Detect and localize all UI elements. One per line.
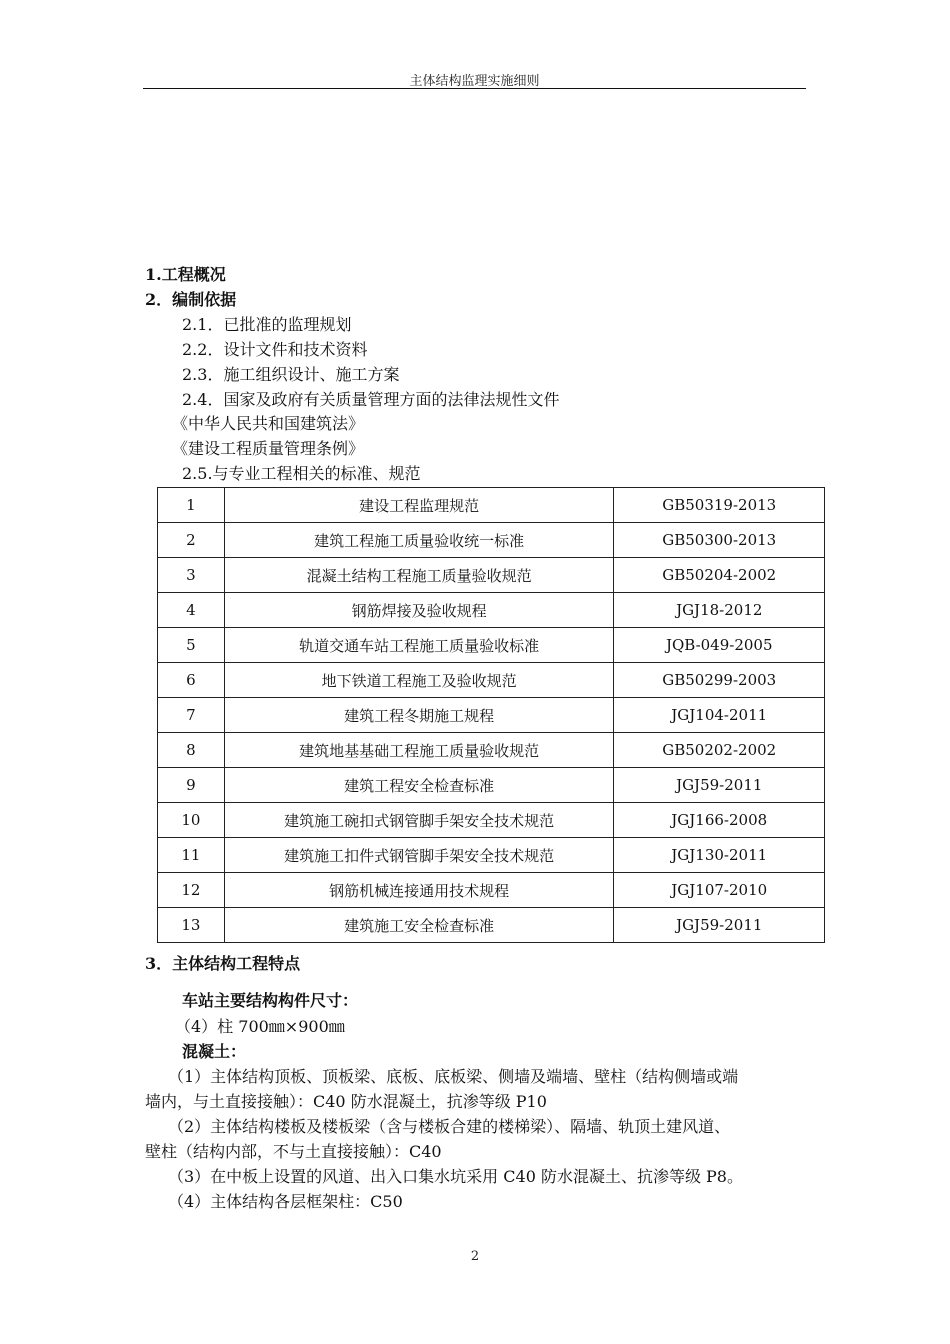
table-row [158,768,825,803]
standard-code: JGJ18-2012 [614,593,825,628]
concrete-item-1-line2: 墙内，与土直接接触）：C40 防水混凝土，抗渗等级 P10 [145,1092,547,1111]
standard-name: 钢筋焊接及验收规程 [224,593,614,628]
standard-name: 建筑施工扣件式钢管脚手架安全技术规范 [224,838,614,873]
section-3-heading: 3．主体结构工程特点 [145,954,301,973]
law-quality-regulation: 《建设工程质量管理条例》 [172,439,365,458]
standard-name: 建设工程监理规范 [224,488,614,523]
page-number: 2 [470,1249,480,1264]
section-2-5: 2.5.与专业工程相关的标准、规范 [182,464,421,483]
standard-code: GB50202-2002 [614,733,825,768]
member-size-column: （4）柱 700㎜×900㎜ [175,1017,345,1036]
member-sizes-title: 车站主要结构构件尺寸： [182,991,359,1010]
table-row [158,488,825,523]
table-row [158,628,825,663]
table-row [158,908,825,943]
section-2-4: 2.4．国家及政府有关质量管理方面的法律法规性文件 [182,390,560,409]
concrete-item-1-line1: （1）主体结构顶板、顶板梁、底板、底板梁、侧墙及端墙、壁柱（结构侧墙或端 [168,1067,739,1086]
standard-number: 11 [158,838,225,873]
standard-name: 建筑工程冬期施工规程 [224,698,614,733]
table-row [158,873,825,908]
concrete-item-3: （3）在中板上设置的风道、出入口集水坑采用 C40 防水混凝土、抗渗等级 P8。 [168,1167,743,1186]
table-row [158,663,825,698]
standard-number: 5 [158,628,225,663]
standard-name: 建筑施工安全检查标准 [224,908,614,943]
table-row [158,733,825,768]
standard-code: JQB-049-2005 [614,628,825,663]
law-construction: 《中华人民共和国建筑法》 [172,414,365,433]
table-row [158,698,825,733]
standard-number: 7 [158,698,225,733]
standard-code: JGJ59-2011 [614,768,825,803]
standard-code: GB50299-2003 [614,663,825,698]
standard-number: 8 [158,733,225,768]
table-row [158,593,825,628]
standard-number: 2 [158,523,225,558]
table-row [158,838,825,873]
table-row [158,523,825,558]
page-header-title: 主体结构监理实施细则 [409,74,540,89]
standard-code: GB50300-2013 [614,523,825,558]
section-1-heading: 1.工程概况 [145,265,226,284]
standard-number: 3 [158,558,225,593]
concrete-title: 混凝土： [182,1042,247,1061]
standard-code: GB50319-2013 [614,488,825,523]
standard-name: 建筑工程施工质量验收统一标准 [224,523,614,558]
standard-code: JGJ104-2011 [614,698,825,733]
section-2-3: 2.3．施工组织设计、施工方案 [182,365,400,384]
standards-table [157,487,825,943]
standard-number: 1 [158,488,225,523]
concrete-item-2-line1: （2）主体结构楼板及楼板梁（含与楼板合建的楼梯梁）、隔墙、轨顶土建风道、 [168,1117,731,1136]
standard-code: JGJ166-2008 [614,803,825,838]
table-row [158,803,825,838]
section-2-1: 2.1．已批准的监理规划 [182,315,352,334]
standard-code: JGJ59-2011 [614,908,825,943]
section-2-2: 2.2．设计文件和技术资料 [182,340,368,359]
header-rule [143,88,806,89]
standard-code: JGJ130-2011 [614,838,825,873]
standard-code: GB50204-2002 [614,558,825,593]
standard-name: 混凝土结构工程施工质量验收规范 [224,558,614,593]
standard-number: 4 [158,593,225,628]
standard-number: 9 [158,768,225,803]
table-row [158,558,825,593]
section-2-heading: 2．编制依据 [145,290,237,309]
standard-name: 轨道交通车站工程施工质量验收标准 [224,628,614,663]
standard-name: 地下铁道工程施工及验收规范 [224,663,614,698]
standard-name: 建筑工程安全检查标准 [224,768,614,803]
concrete-item-4: （4）主体结构各层框架柱：C50 [168,1192,403,1211]
standard-number: 13 [158,908,225,943]
standard-number: 12 [158,873,225,908]
standard-number: 10 [158,803,225,838]
standard-name: 建筑地基基础工程施工质量验收规范 [224,733,614,768]
standard-code: JGJ107-2010 [614,873,825,908]
concrete-item-2-line2: 壁柱（结构内部，不与土直接接触）：C40 [145,1142,442,1161]
standard-name: 建筑施工碗扣式钢管脚手架安全技术规范 [224,803,614,838]
standard-name: 钢筋机械连接通用技术规程 [224,873,614,908]
standard-number: 6 [158,663,225,698]
